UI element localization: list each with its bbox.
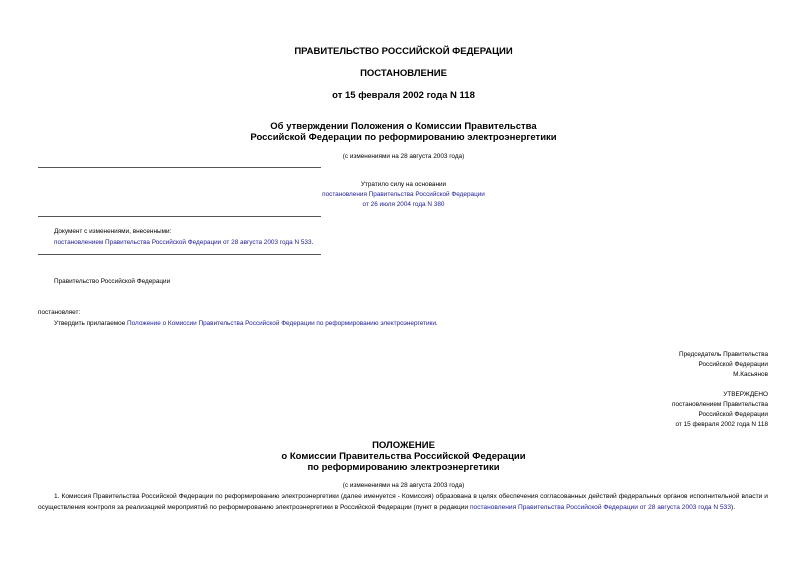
signature-line2: Российской Федерации — [698, 361, 768, 368]
paragraph-1-text: 1. Комиссия Правительства Российской Федерации по реформированию электроэнергетики (далее именуется - Комиссия) образована в целях обеспечения согласованных действий федеральных органов исполнительной власти и осуществления контроля за реализацией мероприятий по реформированию электроэнергетики в Российской Федерации (пункт в редакции — [38, 493, 768, 511]
document-type: ПОСТАНОВЛЕНИЕ — [360, 68, 447, 79]
paragraph-1-link[interactable]: постановления Правительства Российской Федерации от 28 августа 2003 года N 533 — [469, 504, 732, 511]
changes-line — [54, 239, 313, 246]
approve-prefix: Утвердить прилагаемое — [54, 320, 128, 327]
approve-link[interactable]: Положение о Комиссии Правительства Российской Федерации по реформированию электроэнергетики — [127, 320, 436, 327]
signature-name: М.Касьянов — [733, 371, 768, 378]
regulation-paragraph-1 — [38, 491, 768, 513]
document-title-line2: Российской Федерации по реформированию электроэнергетики — [250, 132, 557, 143]
divider — [38, 167, 321, 168]
changes-label: Документ с изменениями, внесенными: — [54, 228, 172, 235]
regulation-title: ПОЛОЖЕНИЕ — [372, 440, 435, 451]
approve-suffix: . — [435, 320, 438, 327]
amended-note: (с изменениями на 28 августа 2003 года) — [342, 153, 465, 160]
document-title-line1: Об утверждении Положения о Комиссии Правительства — [270, 121, 537, 132]
regulation-amended-note: (с изменениями на 28 августа 2003 года) — [342, 482, 465, 489]
approved-line3: Российской Федерации — [698, 411, 768, 418]
government-name: Правительство Российской Федерации — [54, 278, 171, 285]
document-date-number: от 15 февраля 2002 года N 118 — [332, 90, 475, 101]
paragraph-1-suffix: ). — [731, 504, 736, 511]
regulation-subtitle2: по реформированию электроэнергетики — [307, 462, 500, 473]
approved-line4: от 15 февраля 2002 года N 118 — [675, 421, 768, 428]
repeal-link-line2[interactable]: от 26 июля 2004 года N 380 — [362, 201, 445, 208]
approve-line — [54, 320, 438, 327]
repeal-link-line1[interactable]: постановления Правительства Российской Федерации — [322, 191, 485, 198]
repeal-text: Утратило силу на основании — [360, 181, 447, 188]
approved-label: УТВЕРЖДЕНО — [723, 391, 768, 398]
changes-link[interactable]: постановлением Правительства Российской Федерации от 28 августа 2003 года N 533 — [54, 239, 312, 246]
government-heading: ПРАВИТЕЛЬСТВО РОССИЙСКОЙ ФЕДЕРАЦИИ — [294, 46, 513, 57]
signature-line1: Председатель Правительства — [679, 351, 768, 358]
decrees-word: постановляет: — [38, 309, 81, 316]
divider — [38, 216, 321, 217]
changes-suffix: . — [311, 239, 314, 246]
divider — [38, 254, 321, 255]
regulation-subtitle1: о Комиссии Правительства Российской Федерации — [281, 451, 526, 462]
approved-line2: постановлением Правительства — [672, 401, 768, 408]
